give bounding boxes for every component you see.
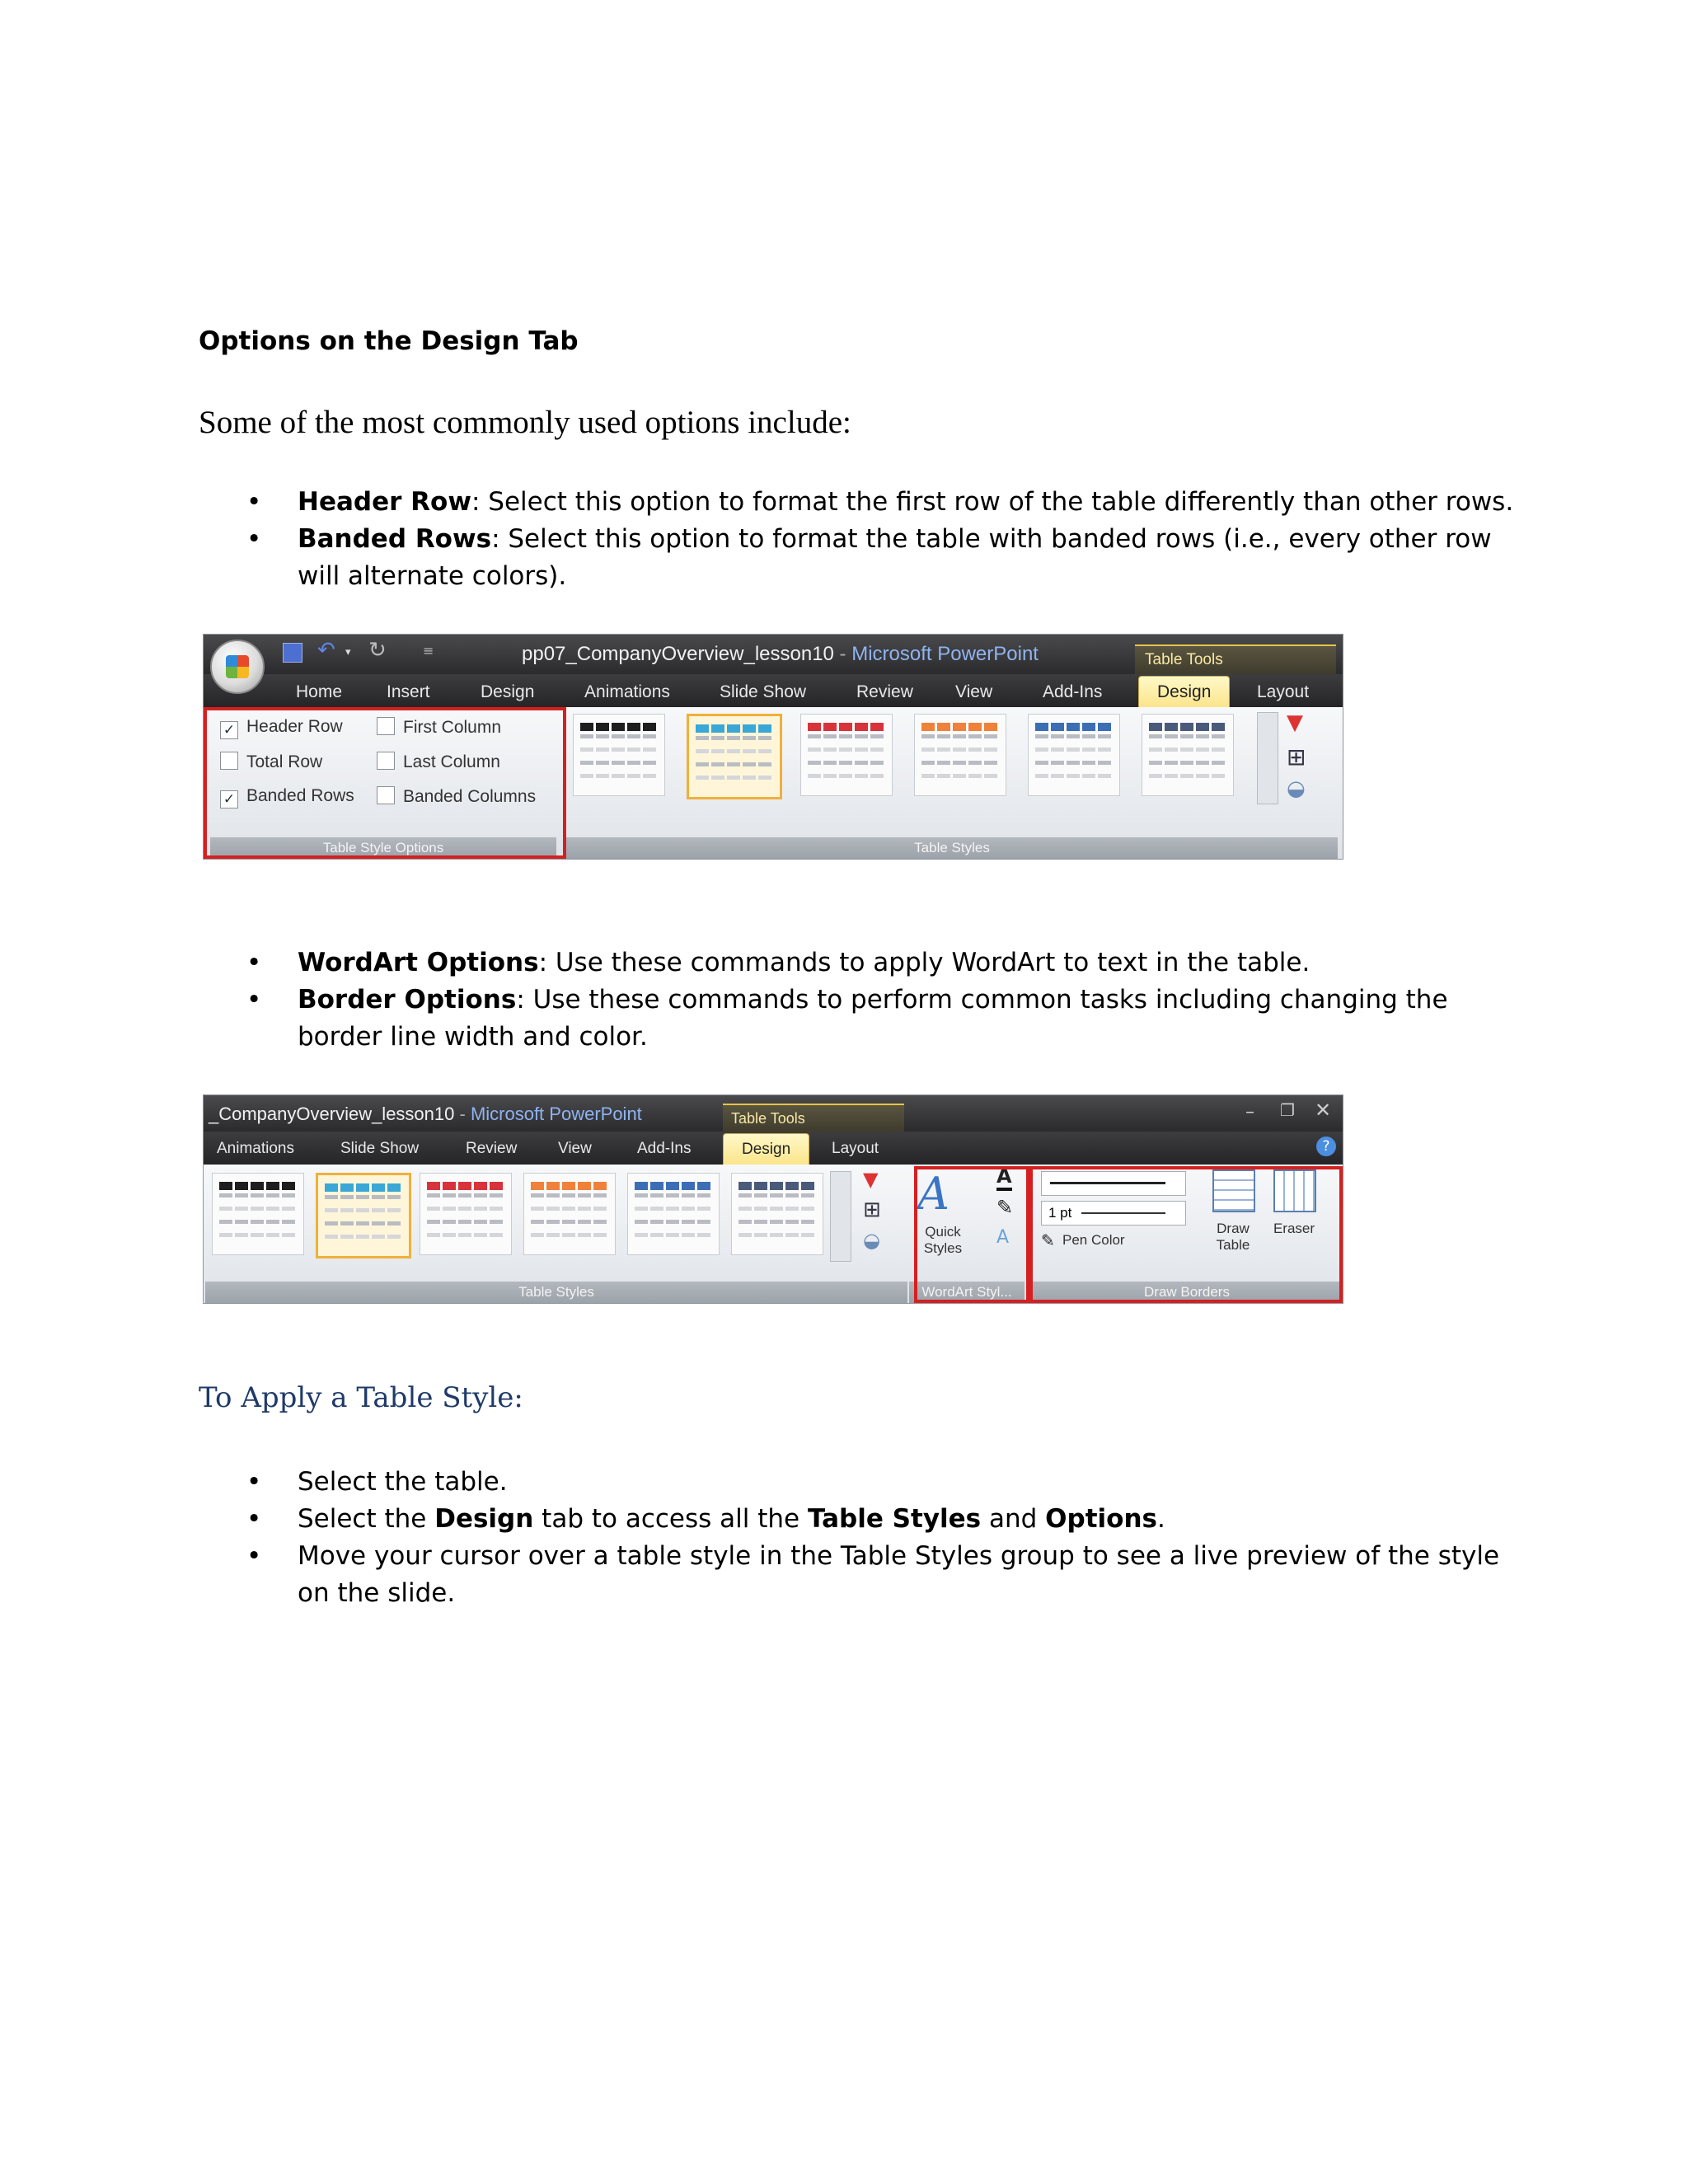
tab-layout[interactable]: Layout — [1257, 682, 1310, 701]
group-label-table-style-options: Table Style Options — [210, 837, 556, 859]
options-list-1 — [199, 484, 1534, 595]
group-label-wordart: WordArt Styl... — [909, 1282, 1025, 1303]
table-style-thumbnail[interactable] — [523, 1173, 616, 1255]
options-list-2 — [199, 944, 1534, 1056]
save-icon[interactable] — [283, 643, 302, 663]
last-column-checkbox[interactable]: Last Column — [377, 752, 500, 772]
intro-text: Some of the most commonly used options include: — [199, 405, 851, 440]
shading-icon[interactable]: ▼ — [1287, 710, 1303, 735]
banded-rows-checkbox[interactable]: ✓ Banded Rows — [220, 786, 354, 808]
check-icon: ✓ — [220, 790, 238, 808]
table-style-thumbnail[interactable] — [316, 1173, 411, 1258]
table-style-thumbnail[interactable] — [573, 714, 665, 796]
list-item: • WordArt Options: Use these commands to apply WordArt to text in the table. — [246, 948, 1311, 977]
restore-icon[interactable]: ❐ — [1280, 1100, 1295, 1120]
header-row-checkbox[interactable]: ✓ Header Row — [220, 717, 343, 739]
list-item: • Select the table. — [246, 1467, 508, 1497]
tab-home[interactable]: Home — [296, 682, 343, 701]
tab-slide-show[interactable]: Slide Show — [340, 1140, 420, 1157]
close-icon[interactable]: ✕ — [1315, 1099, 1332, 1122]
section-heading: Options on the Design Tab — [199, 326, 579, 356]
tab-layout[interactable]: Layout — [832, 1140, 879, 1157]
table-style-thumbnail[interactable] — [731, 1173, 823, 1255]
tab-add-ins[interactable]: Add-Ins — [637, 1140, 692, 1157]
first-column-checkbox[interactable]: First Column — [377, 717, 501, 738]
dropdown-icon[interactable]: ▾ — [345, 646, 351, 658]
text-fill-icon[interactable]: A — [996, 1165, 1012, 1191]
pen-weight-dropdown[interactable]: 1 pt — [1041, 1201, 1186, 1226]
table-style-thumbnail[interactable] — [1028, 714, 1120, 796]
quick-styles-icon[interactable]: A — [917, 1168, 950, 1220]
tab-animations[interactable]: Animations — [584, 682, 670, 701]
steps-list — [199, 1464, 1534, 1612]
list-item: • Border Options: Use these commands to perform common tasks including changing the border line width and color. — [246, 985, 1448, 1052]
table-style-thumbnail[interactable] — [627, 1173, 720, 1255]
tab-slide-show[interactable]: Slide Show — [720, 682, 807, 701]
tab-design[interactable]: Design — [481, 682, 535, 701]
check-icon: ✓ — [220, 721, 238, 739]
eraser-button[interactable]: Eraser — [1273, 1221, 1315, 1236]
undo-icon[interactable]: ↶ — [317, 638, 335, 663]
group-label-table-styles: Table Styles — [566, 837, 1338, 859]
effects-icon[interactable]: ◒ — [863, 1229, 880, 1252]
text-effects-icon[interactable]: A — [996, 1227, 1010, 1248]
tab-review[interactable]: Review — [466, 1140, 518, 1157]
table-style-thumbnail[interactable] — [687, 714, 782, 799]
tab-animations[interactable]: Animations — [217, 1140, 294, 1157]
tab-view[interactable]: View — [955, 682, 993, 701]
table-style-thumbnail[interactable] — [800, 714, 893, 796]
term: Header Row — [298, 487, 471, 517]
office-logo-icon — [226, 655, 249, 678]
gallery-scrollbar[interactable] — [1257, 712, 1278, 804]
help-icon[interactable]: ? — [1316, 1137, 1336, 1156]
tab-table-design[interactable]: Design — [1138, 676, 1230, 708]
highlight-frame — [204, 707, 566, 859]
borders-icon[interactable]: ⊞ — [1287, 743, 1306, 771]
total-row-checkbox[interactable]: Total Row — [220, 752, 322, 772]
ribbon-tabs — [204, 1132, 1343, 1165]
title-bar — [204, 1095, 1343, 1132]
banded-columns-checkbox[interactable]: Banded Columns — [377, 786, 536, 807]
tab-add-ins[interactable]: Add-Ins — [1043, 682, 1103, 701]
ribbon-screenshot-wordart-borders — [203, 1094, 1343, 1304]
list-item: • Header Row: Select this option to format the first row of the table differently than other rows. — [246, 487, 1514, 517]
window-title: _CompanyOverview_lesson10 - Microsoft PowerPoint — [209, 1104, 642, 1124]
window-title: pp07_CompanyOverview_lesson10 - Microsoft PowerPoint — [522, 643, 1039, 665]
list-item: • Select the Design tab to access all the Table Styles and Options. — [246, 1504, 1165, 1534]
minimize-icon[interactable]: – — [1245, 1102, 1254, 1122]
term: WordArt Options — [298, 948, 539, 977]
quick-styles-button[interactable]: Quick Styles — [923, 1224, 963, 1256]
term: Banded Rows — [298, 524, 492, 554]
pen-color-icon[interactable]: ✎ — [1041, 1230, 1055, 1250]
group-label-table-styles: Table Styles — [205, 1282, 907, 1303]
table-style-thumbnail[interactable] — [212, 1173, 304, 1255]
shading-icon[interactable]: ▼ — [863, 1168, 879, 1191]
table-style-thumbnail[interactable] — [1142, 714, 1234, 796]
title-bar — [204, 635, 1343, 674]
customize-toolbar-icon[interactable]: ≡ — [423, 643, 434, 658]
borders-icon[interactable]: ⊞ — [863, 1197, 881, 1222]
highlight-frame — [1029, 1166, 1343, 1303]
apply-heading: To Apply a Table Style: — [199, 1381, 523, 1414]
redo-icon[interactable]: ↻ — [368, 638, 387, 663]
context-tab-header: Table Tools — [723, 1104, 904, 1133]
pen-color-button[interactable]: Pen Color — [1062, 1232, 1125, 1248]
tab-insert[interactable]: Insert — [387, 682, 430, 701]
table-style-thumbnail[interactable] — [420, 1173, 512, 1255]
term: Border Options — [298, 985, 517, 1015]
draw-table-button[interactable]: Draw Table — [1216, 1221, 1250, 1253]
tab-view[interactable]: View — [558, 1140, 592, 1157]
list-item: • Banded Rows: Select this option to format the table with banded rows (i.e., every other row will alternate colors). — [246, 524, 1492, 591]
ribbon-screenshot-table-style-options — [203, 634, 1343, 860]
highlight-frame — [914, 1166, 1029, 1303]
table-style-thumbnail[interactable] — [914, 714, 1006, 796]
office-button[interactable] — [210, 640, 265, 694]
group-label-draw-borders: Draw Borders — [1033, 1282, 1341, 1303]
list-item: • Move your cursor over a table style in the Table Styles group to see a live preview of the style on the slide. — [246, 1541, 1500, 1608]
tab-table-design[interactable]: Design — [723, 1133, 809, 1165]
ribbon-tabs — [204, 674, 1343, 707]
effects-icon[interactable]: ◒ — [1287, 776, 1306, 801]
text-outline-icon[interactable]: ✎ — [996, 1196, 1014, 1219]
tab-review[interactable]: Review — [856, 682, 913, 701]
gallery-scrollbar[interactable] — [830, 1171, 851, 1262]
context-tab-header: Table Tools — [1135, 644, 1336, 676]
